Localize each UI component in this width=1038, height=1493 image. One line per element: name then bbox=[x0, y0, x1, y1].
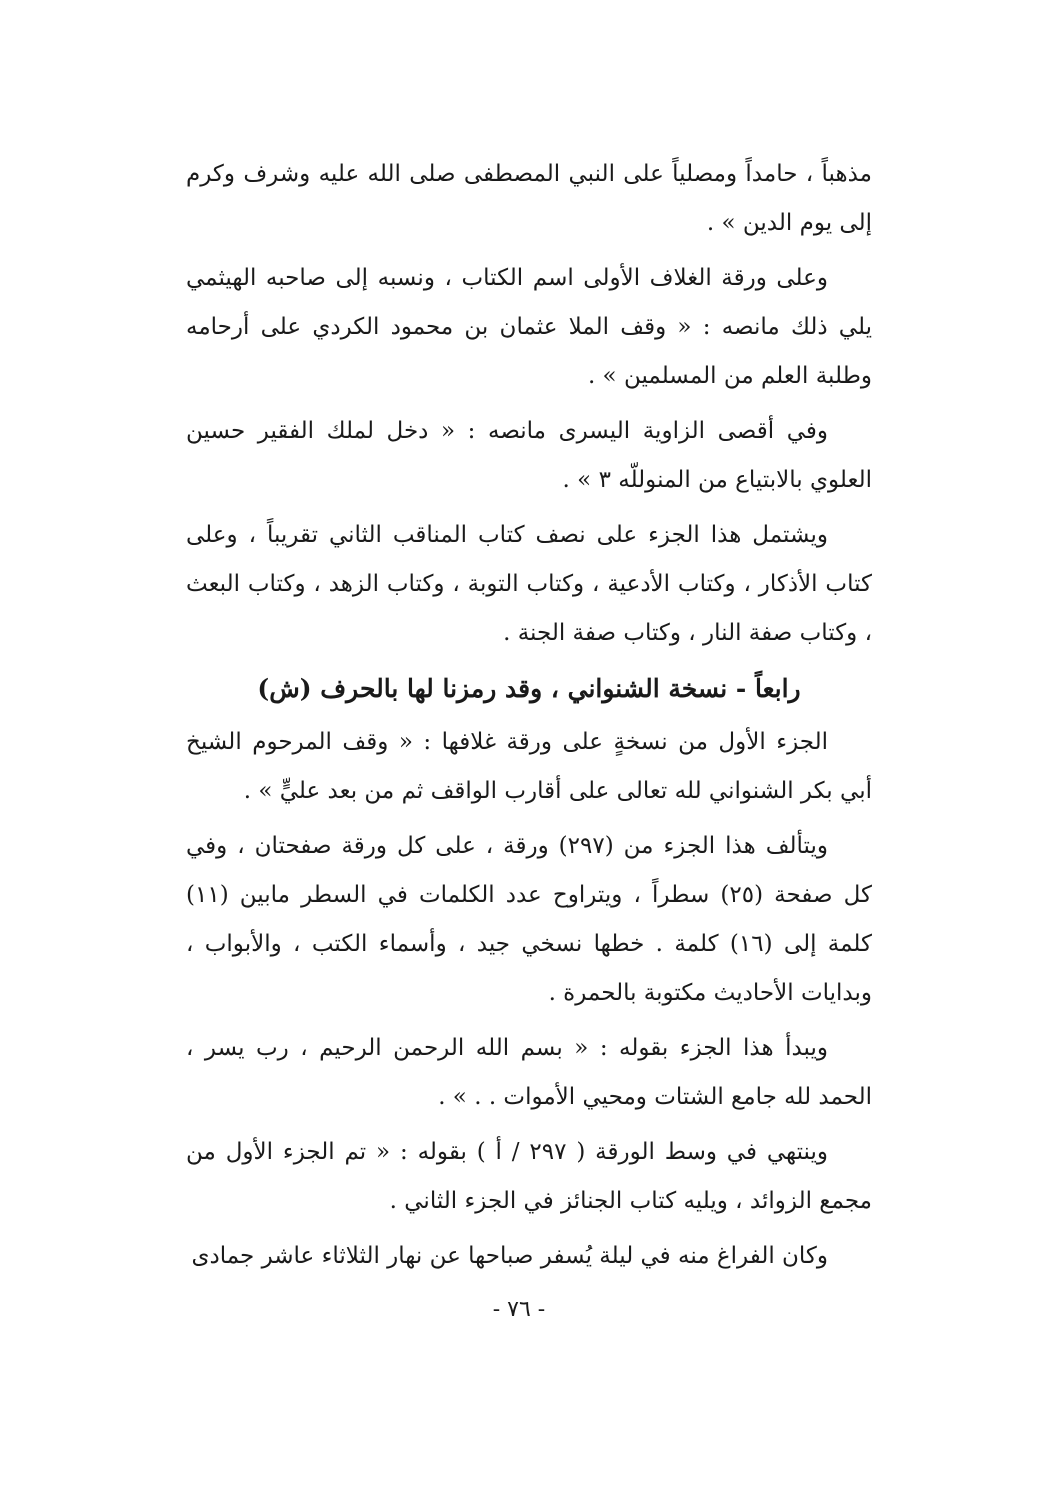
paragraph-continuation: مذهباً ، حامداً ومصلياً على النبي المصطفى صلى الله عليه وشرف وكرم إلى يوم الدين » . bbox=[186, 161, 872, 236]
paragraph-contents: ويشتمل هذا الجزء على نصف كتاب المناقب الثاني تقريباً ، وعلى كتاب الأذكار ، وكتاب الأدعية ، وكتاب التوبة ، وكتاب الزهد ، وكتاب البعث ، وكتاب صفة النار ، وكتاب صفة الجنة . bbox=[186, 522, 872, 646]
paragraph-ending: وينتهي في وسط الورقة ( ٢٩٧ / أ ) بقوله : « تم الجزء الأول من مجمع الزوائد ، ويليه كتاب الجنائز في الجزء الثاني . bbox=[186, 1139, 872, 1214]
paragraph-description: ويتألف هذا الجزء من (٢٩٧) ورقة ، على كل ورقة صفحتان ، وفي كل صفحة (٢٥) سطراً ، ويتراوح عدد الكلمات في السطر مابين (١١) كلمة إلى (١٦) كلمة . خطها نسخي جيد ، وأسماء الكتب ، والأبواب ، وبدايات الأحاديث مكتوبة بالحمرة . bbox=[186, 833, 873, 1006]
paragraph-completion: وكان الفراغ منه في ليلة يُسفر صباحها عن نهار الثلاثاء عاشر جمادى bbox=[191, 1243, 828, 1269]
page-number: - ٧٦ - bbox=[492, 1297, 546, 1322]
upper-text-block bbox=[186, 150, 872, 664]
lower-text-block bbox=[186, 718, 872, 1287]
paragraph-left-corner-note: وفي أقصى الزاوية اليسرى مانصه : « دخل لملك الفقير حسين العلوي بالابتياع من المنوللّه ٣ » . bbox=[186, 418, 872, 493]
paragraph-first-volume: الجزء الأول من نسخةٍ على ورقة غلافها : « وقف المرحوم الشيخ أبي بكر الشنواني لله تعالى على أقارب الواقف ثم من بعد عليٍّ » . bbox=[186, 729, 872, 804]
paragraph-opening: ويبدأ هذا الجزء بقوله : « بسم الله الرحمن الرحيم ، رب يسر ، الحمد لله جامع الشتات ومحيي الأموات . . » . bbox=[186, 1035, 872, 1110]
paragraph-cover-title: وعلى ورقة الغلاف الأولى اسم الكتاب ، ونسبه إلى صاحبه الهيثمي يلي ذلك مانصه : « وقف الملا عثمان بن محمود الكردي على أرحامه وطلبة العلم من المسلمين » . bbox=[186, 265, 872, 389]
section-heading: رابعاً - نسخة الشنواني ، وقد رمزنا لها بالحرف (ش) bbox=[257, 674, 801, 703]
